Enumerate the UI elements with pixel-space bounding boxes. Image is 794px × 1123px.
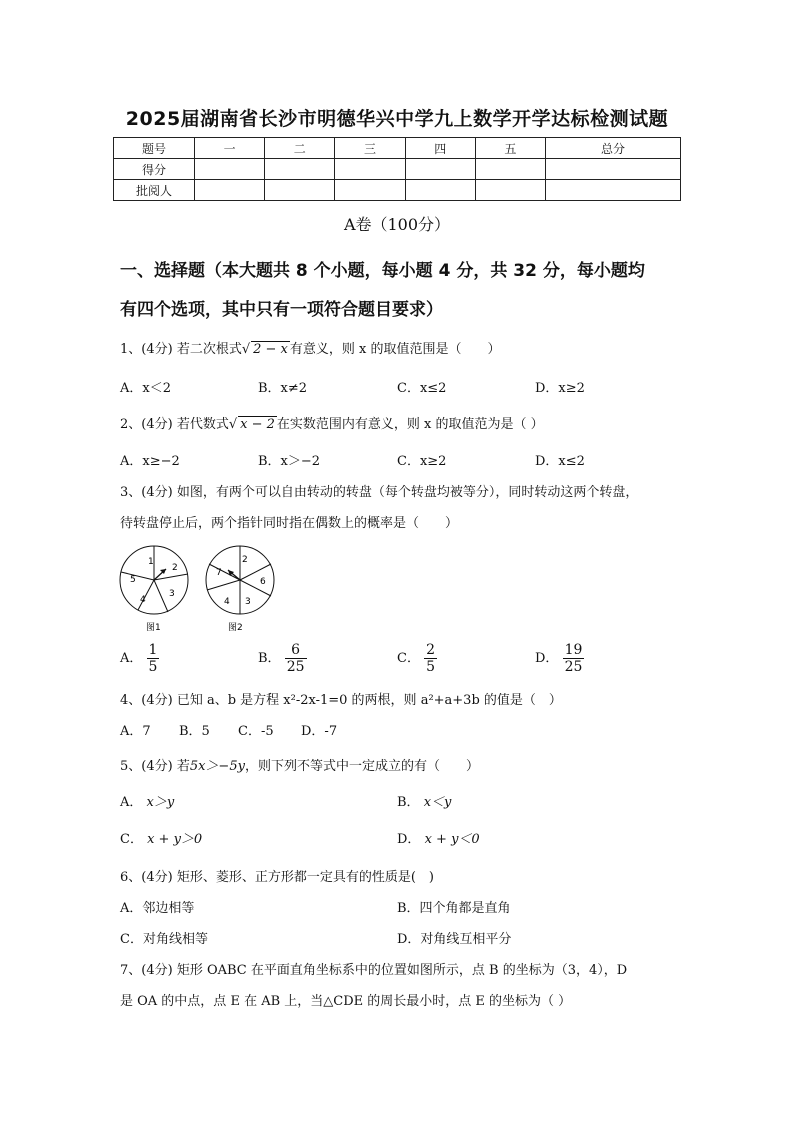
score-table [113, 137, 681, 201]
spinner-1-label: 3 [169, 589, 175, 599]
question-5 [120, 755, 479, 774]
spinner-1-label: 1 [148, 557, 154, 567]
question-3-line2: 待转盘停止后，两个指针同时指在偶数上的概率是（ ） [120, 516, 459, 531]
score-cell[interactable] [546, 159, 681, 180]
reviewer-row [114, 180, 681, 201]
option-b[interactable]: B．x＞−2 [258, 454, 321, 469]
option-a[interactable] [120, 791, 174, 810]
option-a[interactable]: A．7 [120, 724, 151, 739]
table-header-cell: 一 [195, 138, 265, 159]
spinner-2-caption: 图2 [228, 623, 243, 633]
numerator: 2 [426, 642, 436, 658]
question-text: 5、(4分) 若 [120, 759, 190, 774]
section-heading-line1: 一、选择题（本大题共 8 个小题，每小题 4 分，共 32 分，每小题均 [120, 261, 645, 281]
reviewer-cell[interactable] [195, 180, 265, 201]
spinner-figures [118, 542, 288, 634]
option-d[interactable]: D．对角线互相平分 [397, 932, 512, 947]
score-row [114, 159, 681, 180]
radicand: 2 − x [253, 342, 288, 357]
section-a-heading: A卷（100分） [343, 215, 451, 234]
reviewer-cell[interactable] [546, 180, 681, 201]
spinner-2-label: 6 [260, 577, 266, 587]
score-cell[interactable] [265, 159, 335, 180]
option-b[interactable] [258, 642, 307, 675]
fraction [424, 642, 437, 675]
question-7-line1: 7、(4分) 矩形 OABC 在平面直角坐标系中的位置如图所示，点 B 的坐标为（3，4），D [120, 963, 628, 978]
spinner-1-label: 5 [130, 575, 136, 585]
option-letter: B． [397, 795, 420, 810]
table-header-cell: 三 [335, 138, 405, 159]
option-b[interactable]: B．x≠2 [258, 381, 308, 396]
question-text: ，则下列不等式中一定成立的有（ ） [244, 759, 479, 774]
option-d[interactable]: D．x≤2 [535, 454, 585, 469]
radicand: x − 2 [240, 417, 275, 432]
option-math: x＜y [423, 795, 452, 810]
denominator: 5 [148, 659, 158, 675]
spinner-1-label: 4 [140, 595, 146, 605]
option-letter: D． [535, 651, 559, 666]
spinner-1 [120, 546, 188, 633]
score-table-header-row [114, 138, 681, 159]
question-text: 在实数范围内有意义，则 x 的取值范为是（ ） [276, 417, 544, 432]
fraction [563, 642, 585, 675]
question-text: 有意义，则 x 的取值范围是（ ） [289, 342, 501, 357]
spinner-1-label: 2 [172, 563, 178, 573]
option-math: x＞y [146, 795, 175, 810]
question-4: 4、(4分) 已知 a、b 是方程 x²-2x-1=0 的两根，则 a²+a+3b 的值是（ ） [120, 693, 562, 708]
option-letter: C． [120, 832, 143, 847]
row-label: 得分 [114, 159, 195, 180]
question-7-line2: 是 OA 的中点，点 E 在 AB 上，当△CDE 的周长最小时，点 E 的坐标为（ ） [120, 994, 572, 1009]
option-a[interactable] [120, 642, 159, 675]
sqrt-sign: √ [228, 417, 238, 432]
row-label: 批阅人 [114, 180, 195, 201]
option-d[interactable]: D．x≥2 [535, 381, 585, 396]
option-letter: B． [258, 651, 281, 666]
fraction [147, 642, 160, 675]
numerator: 6 [285, 642, 307, 659]
reviewer-cell[interactable] [335, 180, 405, 201]
spinner-2-label: 3 [245, 597, 251, 607]
option-a[interactable]: A．邻边相等 [120, 901, 195, 916]
option-a[interactable]: A．x≥−2 [120, 454, 180, 469]
option-b[interactable]: B．四个角都是直角 [397, 901, 511, 916]
score-cell[interactable] [335, 159, 405, 180]
fraction [285, 642, 307, 675]
sqrt-sign: √ [241, 342, 251, 357]
numerator: 1 [148, 642, 158, 658]
table-header-cell: 五 [475, 138, 545, 159]
inequality: 5x＞−5y [189, 759, 245, 774]
page-title: 2025届湖南省长沙市明德华兴中学九上数学开学达标检测试题 [125, 108, 669, 130]
question-text: 2、(4分) 若代数式 [120, 417, 229, 432]
option-c[interactable]: C．x≥2 [397, 454, 447, 469]
option-math: x + y＜0 [424, 832, 480, 847]
option-d[interactable] [397, 828, 480, 847]
option-c[interactable]: C．对角线相等 [120, 932, 208, 947]
question-1 [120, 338, 501, 357]
option-math: x + y＞0 [147, 832, 203, 847]
option-c[interactable] [397, 642, 437, 675]
denominator: 5 [426, 659, 436, 675]
table-header-cell: 题号 [114, 138, 195, 159]
table-header-cell: 总分 [546, 138, 681, 159]
section-heading-line2: 有四个选项，其中只有一项符合题目要求） [120, 300, 443, 320]
table-header-cell: 二 [265, 138, 335, 159]
option-letter: A． [120, 795, 143, 810]
reviewer-cell[interactable] [265, 180, 335, 201]
table-header-cell: 四 [405, 138, 475, 159]
question-2 [120, 413, 544, 432]
option-letter: A． [120, 651, 143, 666]
option-letter: C． [397, 651, 420, 666]
option-c[interactable] [120, 828, 202, 847]
reviewer-cell[interactable] [405, 180, 475, 201]
spinner-2-label: 7 [216, 568, 222, 578]
score-cell[interactable] [405, 159, 475, 180]
reviewer-cell[interactable] [475, 180, 545, 201]
question-text: 1、(4分) 若二次根式 [120, 342, 242, 357]
option-b[interactable]: B．5 [179, 724, 210, 739]
option-d[interactable] [535, 642, 584, 675]
spinner-1-caption: 图1 [146, 623, 161, 633]
option-c[interactable]: C．x≤2 [397, 381, 447, 396]
question-3-line1: 3、(4分) 如图，有两个可以自由转动的转盘（每个转盘均被等分），同时转动这两个转盘， [120, 485, 639, 500]
spinner-2 [206, 546, 274, 633]
score-cell[interactable] [195, 159, 265, 180]
score-cell[interactable] [475, 159, 545, 180]
question-6: 6、(4分) 矩形、菱形、正方形都一定具有的性质是( ) [120, 870, 434, 885]
option-b[interactable] [397, 791, 451, 810]
option-a[interactable]: A．x＜2 [120, 381, 171, 396]
option-d[interactable]: D．-7 [301, 724, 338, 739]
option-c[interactable]: C．-5 [238, 724, 274, 739]
spinner-2-label: 2 [242, 555, 248, 565]
denominator: 25 [564, 659, 583, 675]
option-letter: D． [397, 832, 421, 847]
spinner-2-label: 4 [224, 597, 230, 607]
denominator: 25 [286, 659, 305, 675]
numerator: 19 [564, 642, 583, 658]
